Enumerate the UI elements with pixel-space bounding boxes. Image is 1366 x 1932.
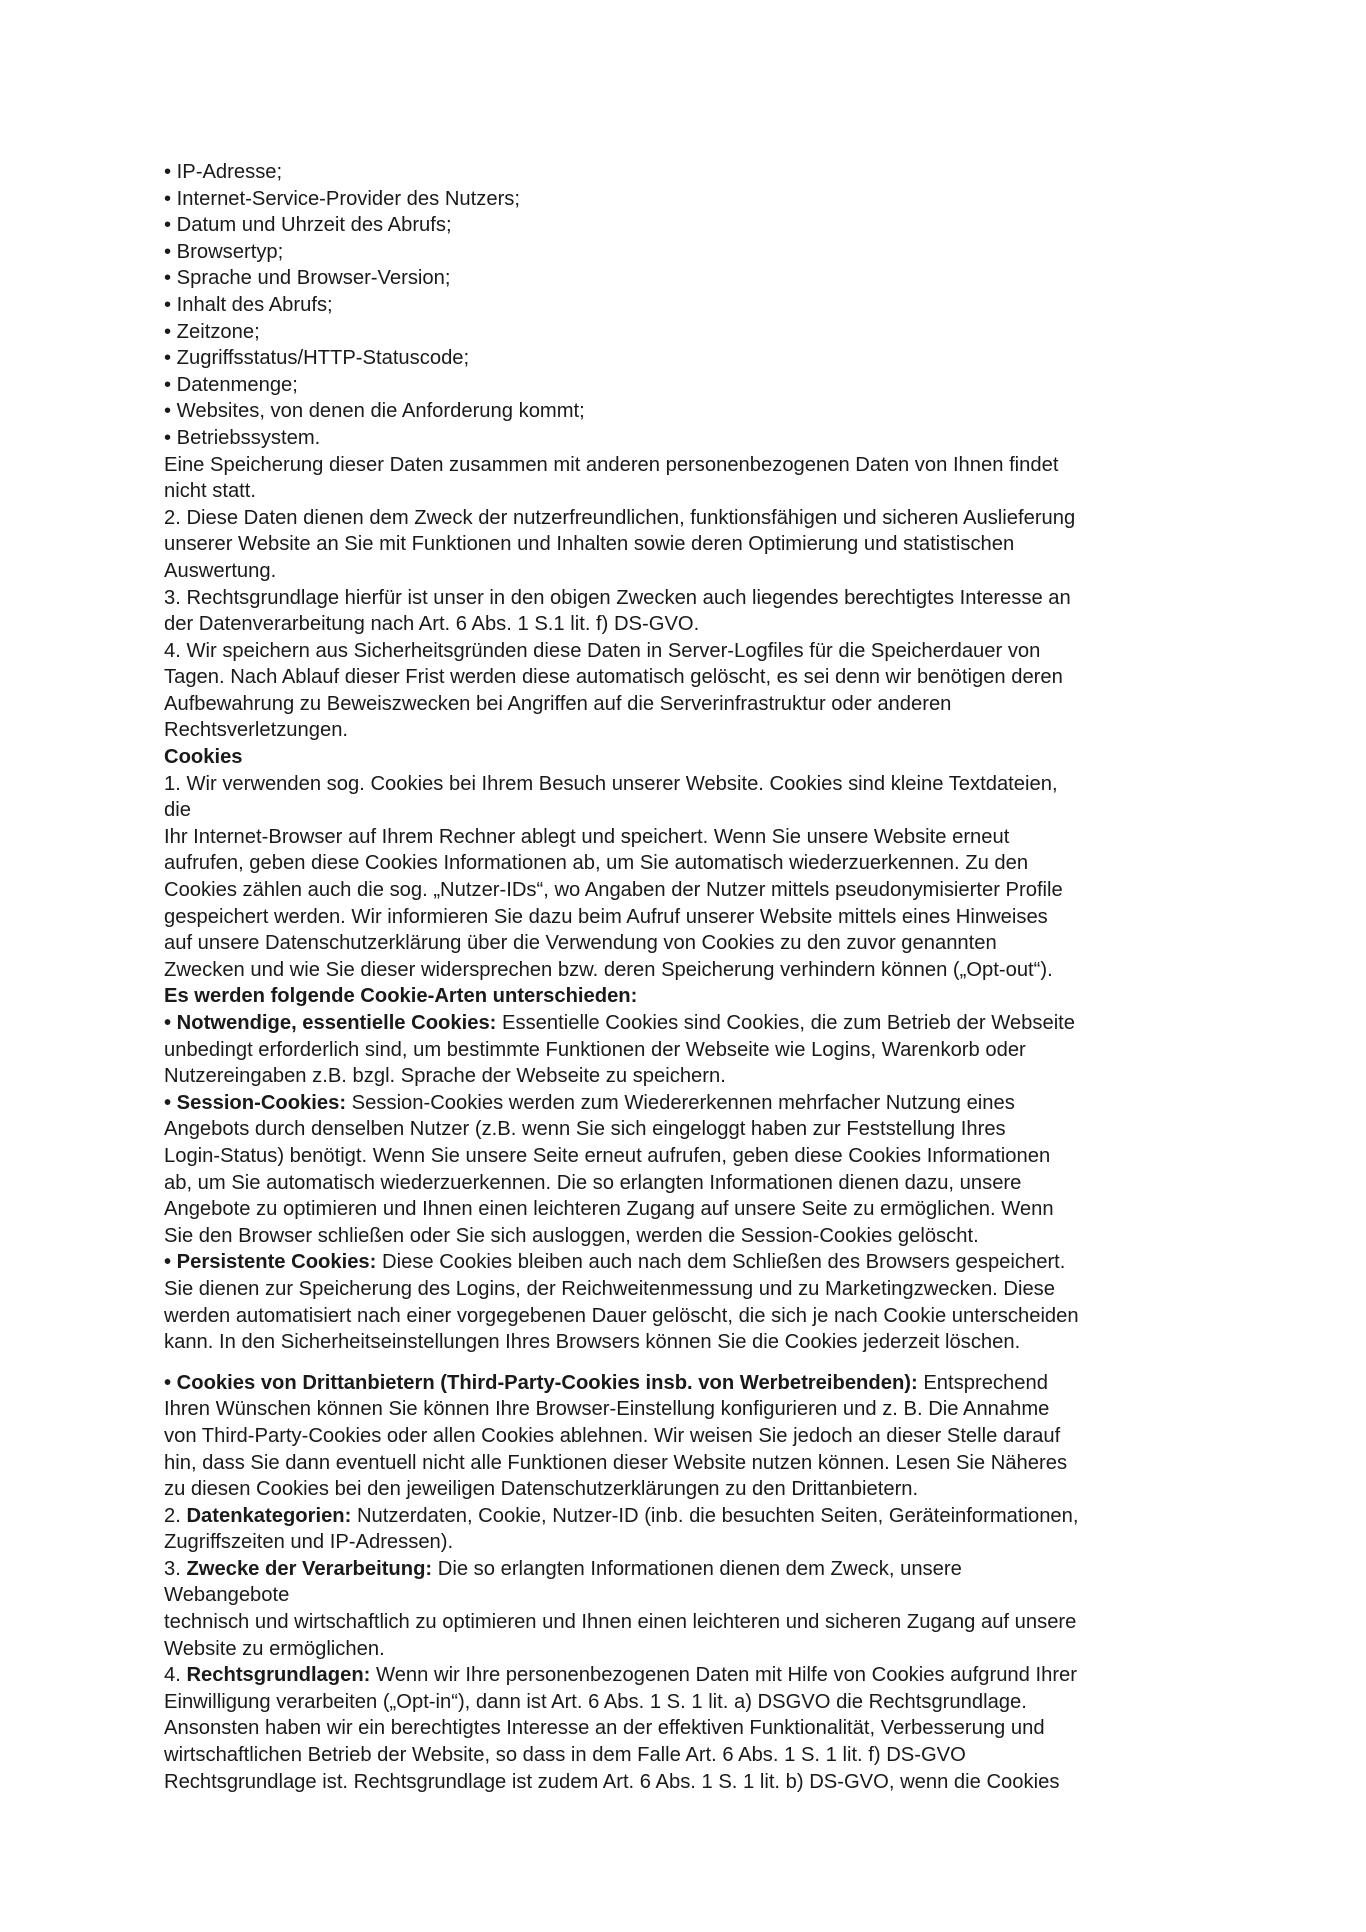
- paragraph-line: • Cookies von Drittanbietern (Third-Party-Cookies insb. von Werbetreibenden): Entsprechend: [164, 1371, 1048, 1394]
- bullet-list: [164, 159, 1224, 452]
- paragraph-line: Website zu ermöglichen.: [164, 1637, 385, 1660]
- cookie-type-label: • Notwendige, essentielle Cookies:: [164, 1012, 497, 1034]
- paragraph-line: aufrufen, geben diese Cookies Informationen ab, um Sie automatisch wiederzuerkennen. Zu den: [164, 852, 1029, 875]
- paragraph-line: Zwecken und wie Sie dieser widersprechen bzw. deren Speicherung verhindern können („Opt-out“).: [164, 958, 1053, 981]
- paragraph-line: Tagen. Nach Ablauf dieser Frist werden diese automatisch gelöscht, es sei denn wir benötigen deren: [164, 666, 1063, 689]
- paragraph-line: die: [164, 799, 191, 822]
- paragraph-line: werden automatisiert nach einer vorgegebenen Dauer gelöscht, die sich je nach Cookie unterscheiden: [164, 1304, 1079, 1327]
- logfile-paragraphs: [164, 452, 1224, 745]
- paragraph-line: Zugriffszeiten und IP-Adressen).: [164, 1531, 454, 1554]
- paragraph-line: Angebots durch denselben Nutzer (z.B. wenn Sie sich eingeloggt haben zur Feststellung Ihres: [164, 1118, 1006, 1141]
- cookie-type-thirdparty: [164, 1370, 1224, 1503]
- paragraph-line: der Datenverarbeitung nach Art. 6 Abs. 1 S.1 lit. f) DS-GVO.: [164, 613, 700, 636]
- cookie-type-label: • Session-Cookies:: [164, 1091, 347, 1114]
- paragraph-line: hin, dass Sie dann eventuell nicht alle Funktionen dieser Website nutzen können. Lesen Sie Näheres: [164, 1451, 1068, 1474]
- purposes-paragraph: [164, 1556, 1224, 1662]
- paragraph-line: 4. Wir speichern aus Sicherheitsgründen diese Daten in Server-Logfiles für die Speicherdauer von: [164, 639, 1041, 662]
- paragraph-line: 2. Datenkategorien: Nutzerdaten, Cookie, Nutzer-ID (inb. die besuchten Seiten, Geräteinformationen,: [164, 1504, 1079, 1527]
- list-item: • Internet-Service-Provider des Nutzers;: [164, 187, 520, 210]
- paragraph-line: 3. Rechtsgrundlage hierfür ist unser in den obigen Zwecken auch liegendes berechtigtes Interesse an: [164, 586, 1071, 609]
- paragraph-line: 3. Zwecke der Verarbeitung: Die so erlangten Informationen dienen dem Zweck, unsere: [164, 1557, 962, 1580]
- paragraph-line: • Session-Cookies: Session-Cookies werden zum Wiedererkennen mehrfacher Nutzung eines: [164, 1091, 1015, 1114]
- list-item: • Betriebssystem.: [164, 426, 321, 449]
- paragraph-line: zu diesen Cookies bei den jeweiligen Datenschutzerklärungen zu den Drittanbietern.: [164, 1478, 919, 1501]
- cookie-type-persistent: [164, 1249, 1224, 1355]
- list-item: • Zeitzone;: [164, 320, 260, 343]
- paragraph-line: Login-Status) benötigt. Wenn Sie unsere Seite erneut aufrufen, geben diese Cookies Informationen: [164, 1144, 1051, 1167]
- paragraph-line: Sie dienen zur Speicherung des Logins, der Reichweitenmessung und zu Marketingzwecken. Diese: [164, 1277, 1056, 1300]
- paragraph-line: Webangebote: [164, 1584, 290, 1607]
- paragraph-line: ab, um Sie automatisch wiederzuerkennen. Die so erlangten Informationen dienen dazu, unsere: [164, 1171, 1022, 1194]
- paragraph-line: auf unsere Datenschutzerklärung über die Verwendung von Cookies zu den zuvor genannten: [164, 932, 997, 955]
- cookie-type-label: • Persistente Cookies:: [164, 1251, 377, 1274]
- paragraph-label: Rechtsgrundlagen:: [186, 1664, 371, 1687]
- paragraph-line: nicht statt.: [164, 480, 257, 503]
- document-page: [164, 159, 1224, 1795]
- paragraph-line: unbedingt erforderlich sind, um bestimmte Funktionen der Webseite wie Logins, Warenkorb oder: [164, 1038, 1026, 1061]
- paragraph-line: Cookies zählen auch die sog. „Nutzer-IDs“, wo Angaben der Nutzer mittels pseudonymisierter Profile: [164, 879, 1063, 902]
- list-item: • Inhalt des Abrufs;: [164, 293, 333, 316]
- paragraph-line: Ansonsten haben wir ein berechtigtes Interesse an der effektiven Funktionalität, Verbesserung und: [164, 1717, 1045, 1740]
- paragraph-line: 4. Rechtsgrundlagen: Wenn wir Ihre personenbezogenen Daten mit Hilfe von Cookies aufgrund Ihrer: [164, 1664, 1077, 1687]
- paragraph-line: • Persistente Cookies: Diese Cookies bleiben auch nach dem Schließen des Browsers gespeichert.: [164, 1251, 1066, 1274]
- list-item: • Sprache und Browser-Version;: [164, 267, 451, 290]
- paragraph-label: Datenkategorien:: [186, 1504, 352, 1527]
- paragraph-line: wirtschaftlichen Betrieb der Website, so dass in dem Falle Art. 6 Abs. 1 S. 1 lit. f) DS-GVO: [164, 1744, 966, 1767]
- paragraph-line: Aufbewahrung zu Beweiszwecken bei Angriffen auf die Serverinfrastruktur oder anderen: [164, 692, 952, 715]
- data-categories-paragraph: [164, 1503, 1224, 1556]
- cookie-type-necessary: [164, 1010, 1224, 1090]
- list-item: • Datum und Uhrzeit des Abrufs;: [164, 214, 452, 237]
- paragraph-line: Eine Speicherung dieser Daten zusammen mit anderen personenbezogenen Daten von Ihnen findet: [164, 453, 1059, 476]
- list-item: • Zugriffsstatus/HTTP-Statuscode;: [164, 347, 470, 370]
- paragraph-line: Nutzereingaben z.B. bzgl. Sprache der Webseite zu speichern.: [164, 1065, 726, 1088]
- paragraph-line: 2. Diese Daten dienen dem Zweck der nutzerfreundlichen, funktionsfähigen und sicheren Auslieferung: [164, 506, 1076, 529]
- paragraph-line: Sie den Browser schließen oder Sie sich ausloggen, werden die Session-Cookies gelöscht.: [164, 1224, 979, 1247]
- paragraph-line: Ihren Wünschen können Sie können Ihre Browser-Einstellung konfigurieren und z. B. Die Annahme: [164, 1398, 1050, 1421]
- paragraph-line: • Notwendige, essentielle Cookies: Essentielle Cookies sind Cookies, die zum Betrieb der Webseite: [164, 1012, 1076, 1034]
- paragraph-line: von Third-Party-Cookies oder allen Cookies ablehnen. Wir weisen Sie jedoch an dieser Stelle darauf: [164, 1424, 1061, 1447]
- paragraph-line: kann. In den Sicherheitseinstellungen Ihres Browsers können Sie die Cookies jederzeit löschen.: [164, 1331, 1021, 1354]
- cookie-type-session: [164, 1090, 1224, 1250]
- paragraph-line: unserer Website an Sie mit Funktionen und Inhalten sowie deren Optimierung und statistischen: [164, 533, 1015, 556]
- list-item: • Datenmenge;: [164, 373, 298, 396]
- cookie-types-heading: Es werden folgende Cookie-Arten unterschieden:: [164, 985, 638, 1008]
- paragraph-line: Angebote zu optimieren und Ihnen einen leichteren Zugang auf unsere Seite zu ermöglichen. Wenn: [164, 1198, 1054, 1221]
- list-item: • Browsertyp;: [164, 240, 284, 263]
- paragraph-label: Zwecke der Verarbeitung:: [186, 1557, 433, 1580]
- legal-basis-paragraph: [164, 1662, 1224, 1795]
- cookies-intro-paragraph: [164, 771, 1224, 984]
- paragraph-line: Ihr Internet-Browser auf Ihrem Rechner ablegt und speichert. Wenn Sie unsere Website erneut: [164, 825, 1010, 848]
- paragraph-spacer: [164, 1356, 1224, 1370]
- paragraph-line: Auswertung.: [164, 559, 277, 582]
- paragraph-line: technisch und wirtschaftlich zu optimieren und Ihnen einen leichteren und sicheren Zugang auf unsere: [164, 1611, 1077, 1634]
- list-item: • Websites, von denen die Anforderung kommt;: [164, 400, 585, 423]
- list-item: • IP-Adresse;: [164, 161, 283, 183]
- paragraph-line: 1. Wir verwenden sog. Cookies bei Ihrem Besuch unserer Website. Cookies sind kleine Textdateien,: [164, 772, 1058, 795]
- section-heading-cookies: Cookies: [164, 746, 243, 769]
- paragraph-line: Einwilligung verarbeiten („Opt-in“), dann ist Art. 6 Abs. 1 S. 1 lit. a) DSGVO die Rechtsgrundlage.: [164, 1690, 1027, 1713]
- paragraph-line: Rechtsverletzungen.: [164, 719, 349, 742]
- paragraph-line: gespeichert werden. Wir informieren Sie dazu beim Aufruf unserer Website mittels eines Hinweises: [164, 905, 1048, 928]
- cookie-type-label: • Cookies von Drittanbietern (Third-Party-Cookies insb. von Werbetreibenden):: [164, 1371, 918, 1394]
- paragraph-line: Rechtsgrundlage ist. Rechtsgrundlage ist zudem Art. 6 Abs. 1 S. 1 lit. b) DS-GVO, wenn die Cookies: [164, 1770, 1060, 1793]
